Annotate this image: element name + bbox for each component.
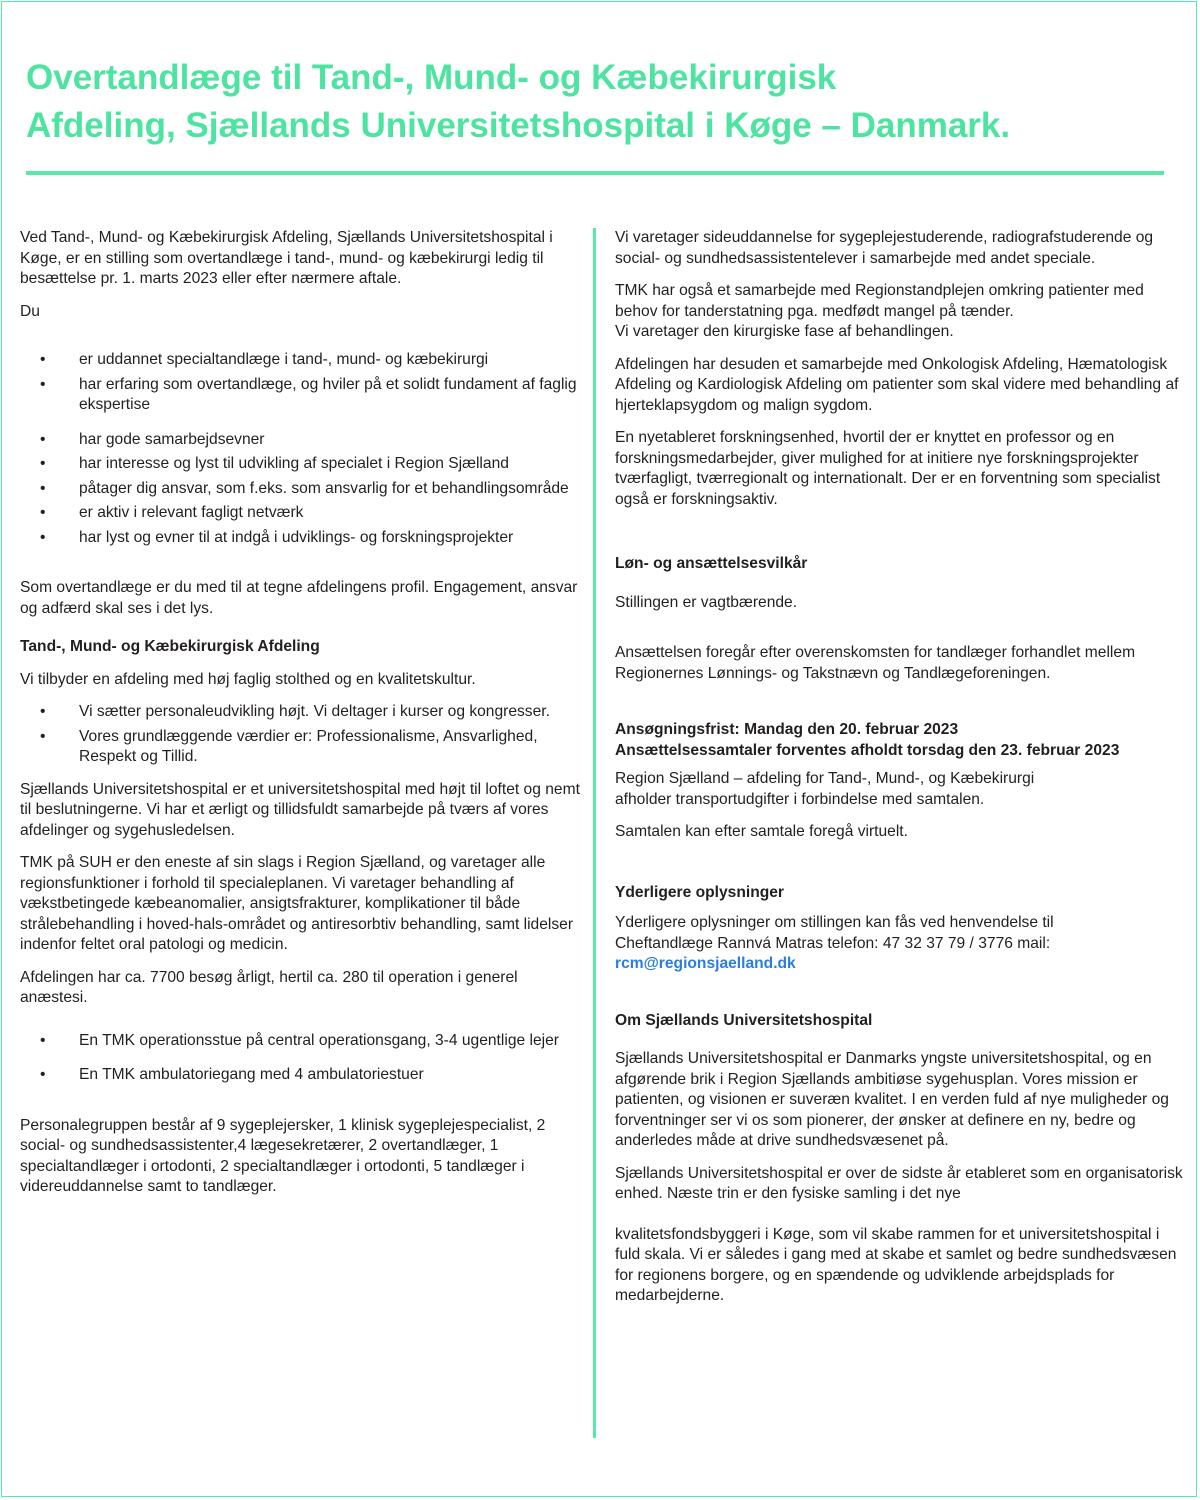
title-divider xyxy=(26,171,1164,175)
info-line-2: Cheftandlæge Rannvá Matras telefon: 47 32 37 79 / 3776 mail: xyxy=(615,934,1051,952)
visits-paragraph: Afdelingen har ca. 7700 besøg årligt, hertil ca. 280 til operation i generel anæstesi. xyxy=(20,968,518,1006)
transport-line-2: afholder transportudgifter i forbindelse med samtalen. xyxy=(615,790,985,808)
interview-date: Ansættelsessamtaler forventes afholdt torsdag den 23. februar 2023 xyxy=(615,741,1120,759)
application-deadline: Ansøgningsfrist: Mandag den 20. februar 2023 xyxy=(615,721,959,738)
regionstandplejen-text: TMK har også et samarbejde med Regionstandplejen omkring patienter med behov for tanderstatning pga. medfødt mangel på tænder. xyxy=(615,282,1144,320)
list-item: • Vores grundlæggende værdier er: Professionalisme, Ansvarlighed, Respekt og Tillid. xyxy=(20,727,586,768)
about-heading: Om Sjællands Universitetshospital xyxy=(615,1011,873,1029)
intro-paragraph: Ved Tand-, Mund- og Kæbekirurgisk Afdeling, Sjællands Universitetshospital i Køge, er en stilling som overtandlæge i tand-, mund- og kæbekirurgi ledig til besættelse pr. 1. marts 2023 eller efter nærmere aftale. xyxy=(20,229,553,287)
info-paragraph xyxy=(615,913,1185,975)
contact-email-link[interactable]: rcm@regionsjaelland.dk xyxy=(615,955,796,972)
about-paragraph-3: kvalitetsfondsbyggeri i Køge, som vil skabe rammen for et universitetshospital i fuld skala. Vi er således i gang med at skabe et samlet og bedre sundhedsvæsen for regionens borgere, og en spændende og udviklende arbejdsplads for medarbejderne. xyxy=(615,1225,1177,1304)
facilities-list xyxy=(20,1031,586,1086)
education-paragraph: Vi varetager sideuddannelse for sygeplejestuderende, radiografstuderende og social- og sundhedsassistentelever i samarbejde med andet speciale. xyxy=(615,229,1154,267)
profile-paragraph: Som overtandlæge er du med til at tegne afdelingens profil. Engagement, ansvar og adfærd skal ses i det lys. xyxy=(20,579,578,617)
transport-line-1: Region Sjælland – afdeling for Tand-, Mund-, og Kæbekirurgi xyxy=(615,770,1035,787)
offer-paragraph: Vi tilbyder en afdeling med høj faglig stolthed og en kvalitetskultur. xyxy=(20,670,476,688)
page-title xyxy=(26,54,1176,150)
department-heading: Tand-, Mund- og Kæbekirurgisk Afdeling xyxy=(20,638,320,655)
list-item: • er uddannet specialtandlæge i tand-, mund- og kæbekirurgi xyxy=(20,350,586,371)
title-line-1: Overtandlæge til Tand-, Mund- og Kæbekirurgisk xyxy=(26,58,837,97)
deadline-block xyxy=(615,720,1185,761)
list-item: • En TMK operationsstue på central operationsgang, 3-4 ugentlige lejer xyxy=(20,1031,586,1052)
info-heading: Yderligere oplysninger xyxy=(615,883,784,901)
regionstandplejen-paragraph xyxy=(615,281,1185,343)
title-line-2: Afdeling, Sjællands Universitetshospital i Køge – Danmark. xyxy=(26,106,1011,145)
list-item: • påtager dig ansvar, som f.eks. som ansvarlig for et behandlingsområde xyxy=(20,479,586,500)
research-paragraph: En nyetableret forskningsenhed, hvortil der er knyttet en professor og en forskningsmedarbejder, giver mulighed for at initiere nye forskningsprojekter tværfagligt, tværregionalt og internationalt. Der er en forventning som specialist også er forskningsaktiv. xyxy=(615,429,1161,508)
right-column xyxy=(615,228,1185,1319)
info-line-1: Yderligere oplysninger om stillingen kan fås ved henvendelse til xyxy=(615,914,1054,931)
du-label: Du xyxy=(20,302,40,320)
list-item: • har erfaring som overtandlæge, og hviler på et solidt fundament af faglig ekspertise xyxy=(20,375,586,416)
offer-list xyxy=(20,702,586,768)
about-paragraph-1: Sjællands Universitetshospital er Danmarks yngste universitetshospital, og en afgørende brik i Region Sjællands ambitiøse sygehusplan. Vores mission er patienten, og visionen er suveræn kvalitet. I en verden fuld af nye muligheder og forventninger ser vi os som pionerer, der ønsker at definere en ny, bedre og anderledes måde at drive sundhedsvæsenet på. xyxy=(615,1050,1169,1149)
tmk-paragraph: TMK på SUH er den eneste af sin slags i Region Sjælland, og varetager alle regionsfunktioner i forhold til specialeplanen. Vi varetager behandling af vækstbetingede kæbeanomalier, ansigtsfrakturer, komplikationer til både strålebehandling i hoved-hals-området og antiresorbtiv behandling, samt lidelser indenfor feltet oral patologi og medicin. xyxy=(20,854,574,953)
column-divider xyxy=(593,228,596,1438)
transport-paragraph xyxy=(615,769,1185,810)
list-item: • har interesse og lyst til udvikling af specialet i Region Sjælland xyxy=(20,454,586,475)
surgical-phase-text: Vi varetager den kirurgiske fase af behandlingen. xyxy=(615,323,954,340)
list-item: • En TMK ambulatoriegang med 4 ambulatoriestuer xyxy=(20,1065,586,1086)
university-paragraph: Sjællands Universitetshospital er et universitetshospital med højt til loftet og nemt til beslutningerne. Vi har et ærligt og tillidsfuldt samarbejde på tværs af vores afdelinger og sygehusledelsen. xyxy=(20,780,580,839)
list-item: • Vi sætter personaleudvikling højt. Vi deltager i kurser og kongresser. xyxy=(20,702,586,723)
salary-heading: Løn- og ansættelsesvilkår xyxy=(615,555,808,572)
list-item: • har lyst og evner til at indgå i udviklings- og forskningsprojekter xyxy=(20,528,586,549)
shift-paragraph: Stillingen er vagtbærende. xyxy=(615,593,798,611)
staff-paragraph: Personalegruppen består af 9 sygeplejersker, 1 klinisk sygeplejespecialist, 2 social- og sundhedsassistenter,4 lægesekretærer, 2 overtandlæger, 1 specialtandlæger i ortodonti, 2 specialtandlæger i ortodonti, 5 tandlæger i videreuddannelse samt to tandlæger. xyxy=(20,1116,546,1195)
list-item: • er aktiv i relevant fagligt netværk xyxy=(20,503,586,524)
list-item: • har gode samarbejdsevner xyxy=(20,430,586,451)
qualifications-list xyxy=(20,350,586,548)
collaboration-paragraph: Afdelingen har desuden et samarbejde med Onkologisk Afdeling, Hæmatologisk Afdeling og Kardiologisk Afdeling om patienter som skal videre med behandling af hjerteklapsygdom og malign sygdom. xyxy=(615,355,1179,414)
about-paragraph-2: Sjællands Universitetshospital er over de sidste år etableret som en organisatorisk enhed. Næste trin er den fysiske samling i det nye xyxy=(615,1164,1183,1202)
left-column xyxy=(20,228,586,1210)
virtual-paragraph: Samtalen kan efter samtale foregå virtuelt. xyxy=(615,823,908,840)
agreement-paragraph: Ansættelsen foregår efter overenskomsten for tandlæger forhandlet mellem Regionernes Lønnings- og Takstnævn og Tandlægeforeningen. xyxy=(615,644,1136,682)
